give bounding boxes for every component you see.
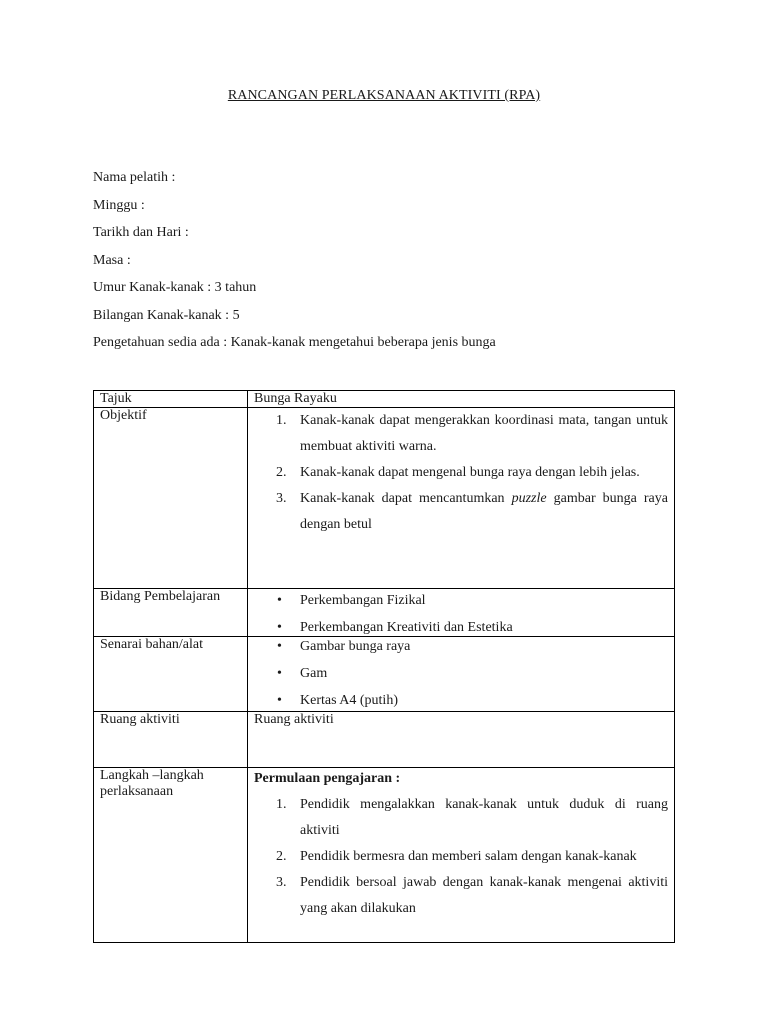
item-number: 2. (276, 849, 287, 864)
objektif-item (254, 486, 668, 538)
langkah-label (94, 768, 248, 943)
table-row-ruang (94, 712, 675, 768)
list-item (254, 620, 668, 636)
list-item (254, 666, 668, 682)
list-item-text: Gam (300, 666, 328, 681)
senarai-list (254, 639, 668, 709)
langkah-item (254, 792, 668, 844)
item-number: 3. (276, 491, 287, 506)
rpa-table (93, 390, 675, 943)
langkah-heading: Permulaan pengajaran : (254, 771, 401, 786)
langkah-item (254, 870, 668, 922)
info-nama-pelatih: Nama pelatih : (93, 170, 176, 185)
item-text: Kanak-kanak dapat mengenal bunga raya dengan lebih jelas. (300, 465, 640, 480)
list-item (254, 593, 668, 609)
info-minggu: Minggu : (93, 197, 145, 213)
langkah-label-line1: Langkah –langkah (100, 768, 204, 783)
list-item (254, 693, 668, 709)
info-list (93, 170, 496, 363)
objektif-cell (248, 408, 675, 589)
info-umur: Umur Kanak-kanak : 3 tahun (93, 280, 257, 295)
ruang-value: Ruang aktiviti (248, 712, 675, 768)
list-item-text: Perkembangan Kreativiti dan Estetika (300, 620, 513, 635)
item-number: 3. (276, 875, 287, 890)
tajuk-value: Bunga Rayaku (248, 391, 675, 408)
bullet-icon: • (277, 593, 282, 608)
table-row-objektif (94, 408, 675, 589)
senarai-cell (248, 637, 675, 712)
info-masa: Masa : (93, 252, 131, 268)
item-text-before: Kanak-kanak dapat mencantumkan (300, 491, 512, 506)
bullet-icon: • (277, 639, 282, 654)
senarai-label: Senarai bahan/alat (94, 637, 248, 712)
item-text-after: gambar bunga raya dengan betul (300, 491, 668, 532)
objektif-item (254, 408, 668, 460)
table-row-bidang (94, 589, 675, 637)
item-text: Pendidik bersoal jawab dengan kanak-kanak mengenai aktiviti yang akan dilakukan (300, 875, 668, 916)
langkah-list (254, 792, 668, 922)
document-title: RANCANGAN PERLAKSANAAN AKTIVITI (RPA) (227, 88, 541, 103)
bullet-icon: • (277, 666, 282, 681)
objektif-item (254, 460, 668, 486)
info-pengetahuan: Pengetahuan sedia ada : Kanak-kanak mengetahui beberapa jenis bunga (93, 335, 496, 350)
bullet-icon: • (277, 693, 282, 708)
item-text: Pendidik bermesra dan memberi salam dengan kanak-kanak (300, 849, 637, 864)
tajuk-label: Tajuk (94, 391, 248, 408)
item-number: 1. (276, 413, 287, 428)
item-text: Pendidik mengalakkan kanak-kanak untuk duduk di ruang aktiviti (300, 797, 668, 838)
list-item-text: Gambar bunga raya (300, 639, 411, 654)
info-bilangan: Bilangan Kanak-kanak : 5 (93, 307, 240, 323)
langkah-item (254, 844, 668, 870)
langkah-cell (248, 768, 675, 943)
table-row-tajuk (94, 391, 675, 408)
langkah-label-line2: perlaksanaan (100, 784, 174, 799)
bullet-icon: • (277, 620, 282, 635)
item-text: Kanak-kanak dapat mengerakkan koordinasi mata, tangan untuk membuat aktiviti warna. (300, 413, 668, 454)
table-row-senarai (94, 637, 675, 712)
objektif-list (254, 408, 668, 538)
item-text-italic: puzzle (511, 491, 547, 506)
item-number: 1. (276, 797, 287, 812)
item-number: 2. (276, 465, 287, 480)
table-row-langkah (94, 768, 675, 943)
bidang-cell (248, 589, 675, 637)
info-tarikh-hari: Tarikh dan Hari : (93, 225, 189, 240)
list-item-text: Kertas A4 (putih) (300, 693, 398, 708)
bidang-label: Bidang Pembelajaran (94, 589, 248, 637)
list-item (254, 639, 668, 655)
ruang-label: Ruang aktiviti (94, 712, 248, 768)
list-item-text: Perkembangan Fizikal (300, 593, 426, 608)
bidang-list (254, 593, 668, 636)
objektif-label: Objektif (94, 408, 248, 589)
